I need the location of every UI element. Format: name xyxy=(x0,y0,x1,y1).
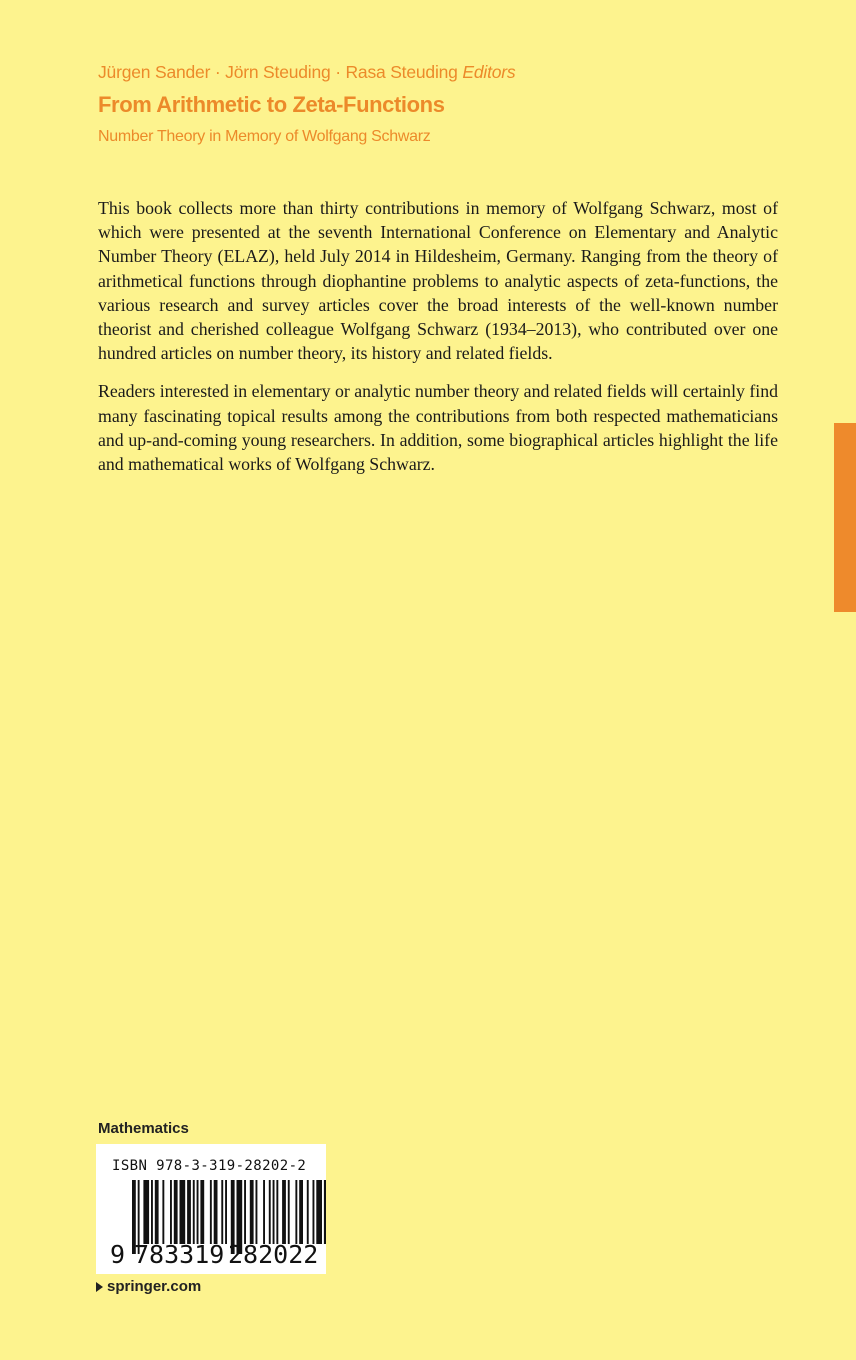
barcode-bar xyxy=(197,1180,199,1244)
barcode-bar xyxy=(244,1180,246,1244)
barcode-bar xyxy=(299,1180,303,1244)
barcode-bar xyxy=(225,1180,227,1244)
barcode-bar xyxy=(276,1180,278,1244)
book-subtitle: Number Theory in Memory of Wolfgang Schwarz xyxy=(98,128,431,145)
blurb-paragraph-1: This book collects more than thirty contributions in memory of Wolfgang Schwarz, most of which were presented at the seventh International Conference on Elementary and Analytic Number Theory (ELAZ), held July 2014 in Hildesheim, Germany. Ranging from the theory of arithmetical functions through diophantine problems to analytic aspects of zeta-functions, the various research and survey articles cover the broad interests of the well-known number theorist and cherished colleague Wolfgang Schwarz (1934–2013), who contributed over one hundred articles on number theory, its history and related fields. xyxy=(98,198,778,364)
barcode-bar xyxy=(210,1180,212,1244)
editors-role: Editors xyxy=(462,62,516,82)
barcode-bar xyxy=(151,1180,153,1244)
arrow-right-icon xyxy=(96,1282,103,1292)
barcode-bar xyxy=(263,1180,265,1244)
barcode-bar xyxy=(143,1180,149,1244)
barcode-bar xyxy=(273,1180,275,1244)
barcode-bar xyxy=(221,1180,223,1244)
barcode-bar xyxy=(180,1180,186,1244)
barcode-bar xyxy=(214,1180,218,1244)
barcode-bar xyxy=(187,1180,191,1244)
barcode-bar xyxy=(256,1180,258,1244)
isbn-barcode xyxy=(96,1144,326,1274)
barcode-digits-right: 282022 xyxy=(228,1240,319,1269)
barcode-bar xyxy=(193,1180,195,1244)
barcode-bar xyxy=(307,1180,309,1244)
back-cover-blurb xyxy=(98,196,778,490)
barcode-bar xyxy=(295,1180,297,1244)
publisher-url: springer.com xyxy=(107,1278,202,1295)
barcode-bar xyxy=(324,1180,326,1244)
barcode-bar xyxy=(155,1180,159,1244)
barcode-bar xyxy=(269,1180,271,1244)
barcode-bar xyxy=(313,1180,315,1244)
editors-line xyxy=(98,62,515,83)
barcode-bar xyxy=(174,1180,178,1244)
spine-color-tab xyxy=(834,423,856,612)
barcode-bar xyxy=(170,1180,172,1244)
barcode-bar xyxy=(200,1180,204,1244)
barcode-bar xyxy=(288,1180,290,1244)
barcode-bar xyxy=(316,1180,322,1244)
editors-names: Jürgen Sander · Jörn Steuding · Rasa Steuding xyxy=(98,62,458,82)
barcode-bar xyxy=(162,1180,164,1244)
blurb-paragraph-2: Readers interested in elementary or analytic number theory and related fields will certainly find many fascinating topical results among the contributions from both respected mathematicians and up-and-coming young researchers. In addition, some biographical articles highlight the life and mathematical works of Wolfgang Schwarz. xyxy=(98,381,778,475)
barcode-digits-left: 783319 xyxy=(134,1240,225,1269)
barcode-bar xyxy=(250,1180,254,1244)
barcode-digit-first: 9 xyxy=(110,1240,126,1269)
book-title: From Arithmetic to Zeta-Functions xyxy=(98,92,445,117)
isbn-label: ISBN 978-3-319-28202-2 xyxy=(112,1158,307,1174)
publisher-link[interactable] xyxy=(96,1278,201,1295)
barcode-bar xyxy=(282,1180,286,1244)
subject-category: Mathematics xyxy=(98,1120,189,1137)
